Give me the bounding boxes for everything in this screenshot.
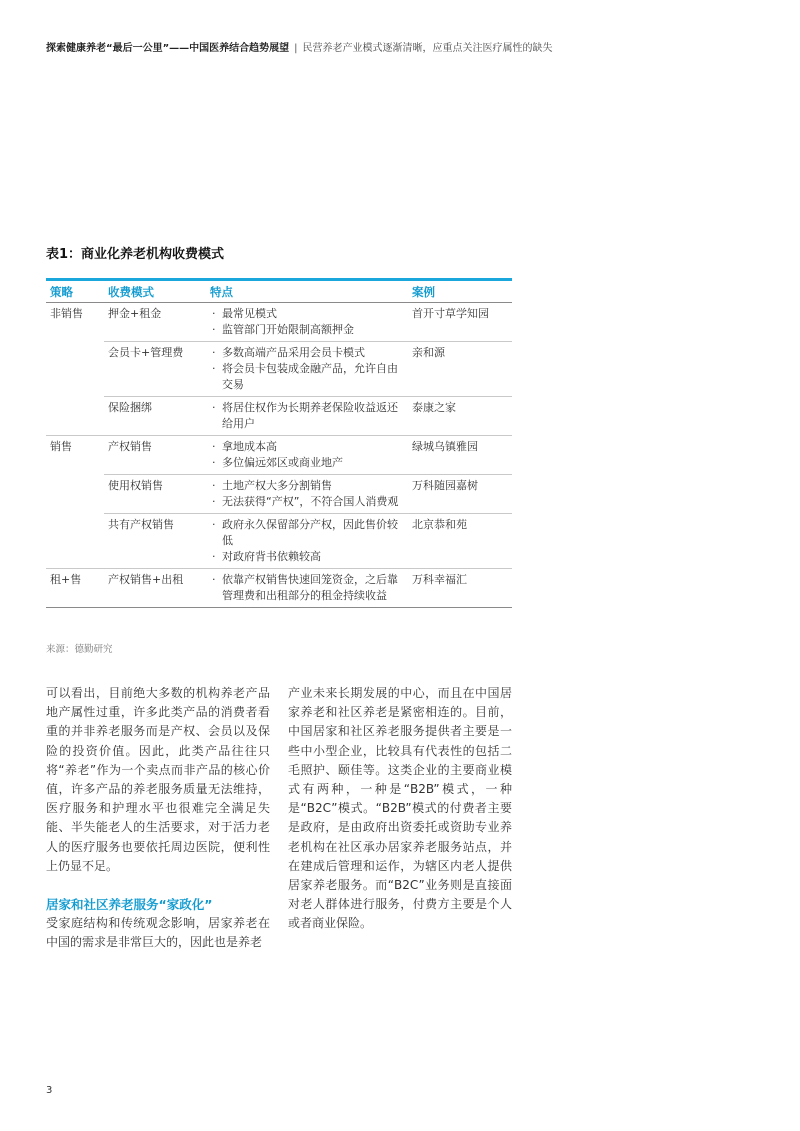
features-cell — [206, 475, 408, 514]
features-cell — [206, 342, 408, 397]
feature-item: · 对政府背书依赖较高 — [210, 549, 406, 565]
feature-item: · 将会员卡包装成金融产品，允许自由交易 — [210, 361, 406, 393]
fee-mode-cell: 共有产权销售 — [104, 514, 206, 569]
table-source: 来源：德勤研究 — [46, 644, 113, 655]
fee-mode-cell: 使用权销售 — [104, 475, 206, 514]
header-separator: | — [294, 43, 298, 54]
table-row — [46, 342, 512, 397]
fee-mode-cell: 会员卡+管理费 — [104, 342, 206, 397]
case-cell: 万科随园嘉树 — [408, 475, 512, 514]
feature-item: · 依靠产权销售快速回笼资金，之后靠管理费和出租部分的租金持续收益 — [210, 572, 406, 604]
case-cell: 泰康之家 — [408, 397, 512, 436]
fee-mode-cell: 产权销售 — [104, 436, 206, 475]
feature-item: · 政府永久保留部分产权，因此售价较低 — [210, 517, 406, 549]
running-header — [46, 42, 766, 56]
strategy-cell: 租+售 — [46, 569, 104, 608]
header-fee-mode: 收费模式 — [104, 280, 206, 303]
document-title: 探索健康养老“最后一公里”——中国医养结合趋势展望 — [46, 43, 290, 54]
table-row — [46, 514, 512, 569]
features-cell — [206, 514, 408, 569]
header-case: 案例 — [408, 280, 512, 303]
feature-item: · 拿地成本高 — [210, 439, 406, 455]
features-cell — [206, 303, 408, 342]
feature-item: · 监管部门开始限制高额押金 — [210, 322, 406, 338]
section-title: 民营养老产业模式逐渐清晰，应重点关注医疗属性的缺失 — [302, 43, 553, 54]
table-header-row — [46, 280, 512, 303]
header-features: 特点 — [206, 280, 408, 303]
case-cell: 绿城乌镇雅园 — [408, 436, 512, 475]
feature-item: · 土地产权大多分割销售 — [210, 478, 406, 494]
section-heading: 居家和社区养老服务“家政化” — [46, 897, 213, 913]
fee-mode-cell: 保险捆绑 — [104, 397, 206, 436]
feature-item: · 多数高端产品采用会员卡模式 — [210, 345, 406, 361]
strategy-cell: 销售 — [46, 436, 104, 569]
right-column — [288, 684, 512, 934]
feature-item: · 最常见模式 — [210, 306, 406, 322]
header-strategy: 策略 — [46, 280, 104, 303]
page-number: 3 — [46, 1085, 53, 1096]
fee-mode-cell: 产权销售+出租 — [104, 569, 206, 608]
table-row — [46, 303, 512, 342]
body-paragraph: 可以看出，目前绝大多数的机构养老产品地产属性过重，许多此类产品的消费者看重的并非养老服务而是产权、会员以及保险的投资价值。因此，此类产品往往只将“养老”作为一个卖点而非产品的核心价值，许多产品的养老服务质量无法维持，医疗服务和护理水平也很难完全满足失能、半失能老人的生活要求，对于活力老人的医疗服务也要依托周边医院，便利性上仍显不足。 — [46, 686, 270, 873]
features-cell — [206, 436, 408, 475]
body-paragraph: 受家庭结构和传统观念影响，居家养老在中国的需求是非常巨大的，因此也是养老 — [46, 916, 270, 950]
feature-item: · 无法获得“产权”，不符合国人消费观 — [210, 494, 406, 510]
features-cell — [206, 397, 408, 436]
left-column — [46, 684, 270, 952]
table-row — [46, 436, 512, 475]
case-cell: 亲和源 — [408, 342, 512, 397]
table-title: 表1：商业化养老机构收费模式 — [46, 247, 225, 262]
fee-models-table — [46, 278, 512, 608]
feature-item: · 将居住权作为长期养老保险收益返还给用户 — [210, 400, 406, 432]
strategy-cell: 非销售 — [50, 307, 83, 320]
table-row — [46, 569, 512, 608]
feature-item: · 多位偏远郊区或商业地产 — [210, 455, 406, 471]
features-cell — [206, 569, 408, 608]
table-row — [46, 397, 512, 436]
fee-mode-cell: 押金+租金 — [108, 307, 162, 320]
case-cell: 北京恭和苑 — [408, 514, 512, 569]
body-paragraph: 产业未来长期发展的中心，而且在中国居家养老和社区养老是紧密相连的。目前，中国居家和社区养老服务提供者主要是一些中小型企业，比较具有代表性的包括二毛照护、颐佳等。这类企业的主要商业模式有两种，一种是“B2B”模式，一种是“B2C”模式。“B2B”模式的付费者主要是政府，是由政府出资委托或资助专业养老机构在社区承办居家养老服务站点，并在建成后管理和运作，为辖区内老人提供居家养老服务。而“B2C”业务则是直接面对老人群体进行服务，付费方主要是个人或者商业保险。 — [288, 686, 512, 931]
table-row — [46, 475, 512, 514]
case-cell: 首开寸草学知园 — [412, 307, 489, 320]
case-cell: 万科幸福汇 — [408, 569, 512, 608]
